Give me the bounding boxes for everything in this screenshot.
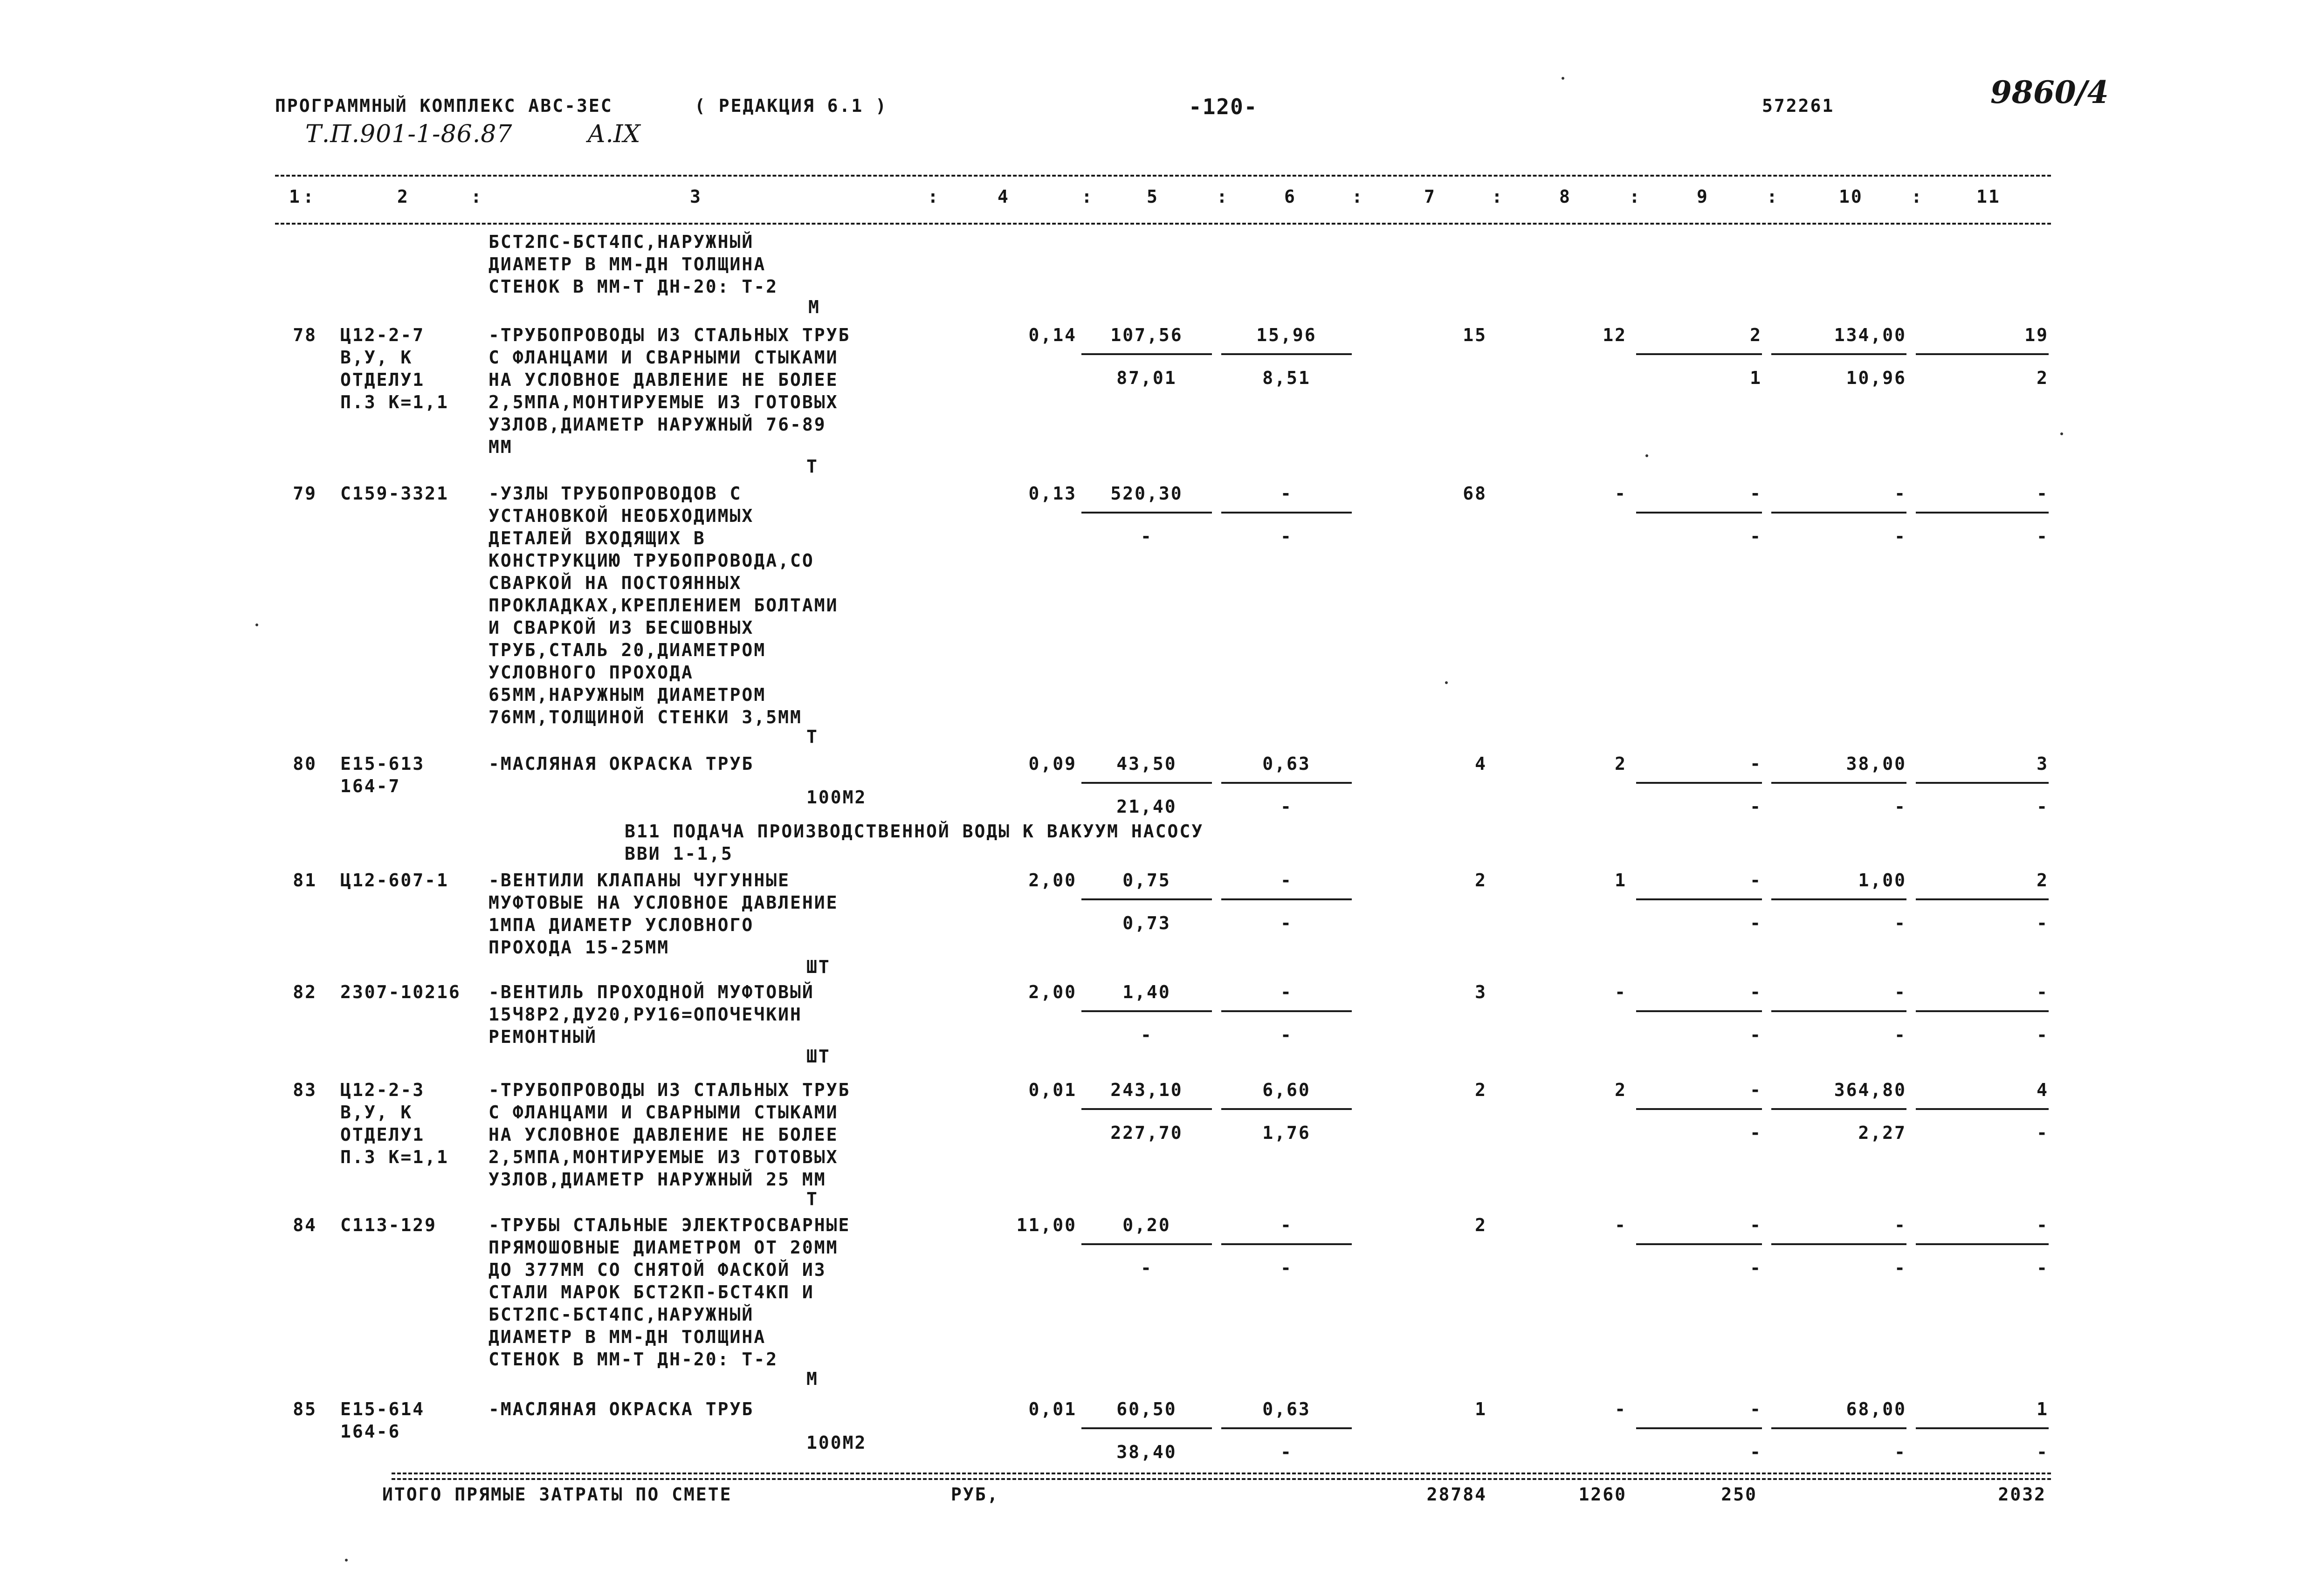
row-description-line: 2,5МПА,МОНТИРУЕМЫЕ ИЗ ГОТОВЫХ xyxy=(489,392,839,412)
row-description-line: УЗЛОВ,ДИАМЕТР НАРУЖНЫЙ 76-89 xyxy=(489,414,826,435)
cell-c6-wages: - xyxy=(1280,1025,1293,1045)
cell-c7: 4 xyxy=(1475,753,1487,774)
cell-c5-wages: 21,40 xyxy=(1116,796,1177,817)
row-description-line: УСЛОВНОГО ПРОХОДА xyxy=(489,662,694,683)
cell-c11-rule xyxy=(1916,1010,2049,1012)
row-description-line: СТАЛИ МАРОК БСТ2КП-БСТ4КП И xyxy=(489,1282,814,1302)
cell-c5-total: 43,50 xyxy=(1116,753,1177,774)
cell-c6-total: - xyxy=(1280,982,1293,1002)
cell-c6-total: - xyxy=(1280,870,1293,890)
cell-c10-total: 364,80 xyxy=(1834,1080,1906,1100)
cell-c11-wages: - xyxy=(2037,1025,2049,1045)
cell-c9-rule xyxy=(1636,1010,1762,1012)
cell-c10-rule xyxy=(1771,512,1906,514)
row-description-line: -ВЕНТИЛЬ ПРОХОДНОЙ МУФТОВЫЙ xyxy=(489,982,814,1002)
row-description-line: 76ММ,ТОЛЩИНОЙ СТЕНКИ 3,5ММ xyxy=(489,707,802,727)
cell-c5-rule xyxy=(1081,1108,1212,1110)
document-code: 572261 xyxy=(1762,96,1835,116)
cell-c5-wages: 227,70 xyxy=(1110,1123,1183,1143)
cell-c6-total: 0,63 xyxy=(1262,1399,1311,1419)
cell-c7: 2 xyxy=(1475,1215,1487,1235)
cell-c6-wages: 8,51 xyxy=(1262,368,1311,388)
table-header-rule xyxy=(275,223,2051,225)
cell-c11-rule xyxy=(1916,512,2049,514)
row-number: 80 xyxy=(293,753,317,774)
row-code: С159-3321 xyxy=(340,483,449,504)
row-code: ОТДЕЛУ1 xyxy=(340,1124,425,1145)
row-description-line: С ФЛАНЦАМИ И СВАРНЫМИ СТЫКАМИ xyxy=(489,347,839,368)
row-description-line: 1МПА ДИАМЕТР УСЛОВНОГО xyxy=(489,915,754,935)
cell-c10-wages: - xyxy=(1894,913,1906,933)
row-description-line: С ФЛАНЦАМИ И СВАРНЫМИ СТЫКАМИ xyxy=(489,1102,839,1123)
row-code: Ц12-2-7 xyxy=(340,325,425,345)
col-4-header: 4 xyxy=(998,186,1010,207)
row-quantity: 0,14 xyxy=(1028,325,1077,345)
cell-c9-rule xyxy=(1636,1243,1762,1245)
row-description-line: ДИАМЕТР В ММ-ДН ТОЛЩИНА xyxy=(489,1327,766,1347)
cell-c5-wages: - xyxy=(1141,526,1153,547)
cell-c11-total: 19 xyxy=(2024,325,2049,345)
cell-c6-rule xyxy=(1221,512,1352,514)
row-unit: ШТ xyxy=(806,1046,831,1067)
cell-c10-total: - xyxy=(1894,982,1906,1002)
edition-label: ( РЕДАКЦИЯ 6.1 ) xyxy=(695,96,888,116)
cell-c6-wages: - xyxy=(1280,526,1293,547)
cell-c5-rule xyxy=(1081,353,1212,355)
row-code: П.3 К=1,1 xyxy=(340,1147,449,1167)
row-quantity: 0,01 xyxy=(1028,1080,1077,1100)
row-description-line: РЕМОНТНЫЙ xyxy=(489,1027,597,1047)
cell-c9-total: - xyxy=(1750,870,1762,890)
col-8-header: 8 xyxy=(1559,186,1571,207)
cell-c9-wages: - xyxy=(1750,1258,1762,1278)
cell-c5-wages: 0,73 xyxy=(1122,913,1171,933)
cell-c8: - xyxy=(1615,1215,1627,1235)
cell-c11-rule xyxy=(1916,1243,2049,1245)
cell-c6-rule xyxy=(1221,898,1352,900)
total-rule xyxy=(392,1473,2051,1474)
cell-c10-wages: 2,27 xyxy=(1858,1123,1906,1143)
row-description-line: ММ xyxy=(489,437,513,457)
cell-c11-total: 4 xyxy=(2037,1080,2049,1100)
row-description-line: -ВЕНТИЛИ КЛАПАНЫ ЧУГУННЫЕ xyxy=(489,870,790,890)
total-col-9: 250 xyxy=(1721,1484,1757,1505)
cell-c7: 2 xyxy=(1475,1080,1487,1100)
cell-c10-total: 38,00 xyxy=(1846,753,1906,774)
cell-c5-rule xyxy=(1081,1010,1212,1012)
continuation-unit: М xyxy=(808,297,820,317)
cell-c11-wages: - xyxy=(2037,1123,2049,1143)
row-number: 79 xyxy=(293,483,317,504)
cell-c5-total: 0,75 xyxy=(1122,870,1171,890)
section-subtitle: ВВИ 1-1,5 xyxy=(625,843,733,864)
cell-c9-rule xyxy=(1636,782,1762,784)
cell-c10-total: 68,00 xyxy=(1846,1399,1906,1419)
cell-c6-rule xyxy=(1221,1108,1352,1110)
cell-c10-wages: - xyxy=(1894,1258,1906,1278)
cell-c10-wages: - xyxy=(1894,526,1906,547)
continuation-line: ДИАМЕТР В ММ-ДН ТОЛЩИНА xyxy=(489,254,766,274)
cell-c11-wages: - xyxy=(2037,913,2049,933)
cell-c6-wages: - xyxy=(1280,1442,1293,1462)
cell-c6-total: 6,60 xyxy=(1262,1080,1311,1100)
row-unit: Т xyxy=(806,456,819,477)
cell-c10-rule xyxy=(1771,1243,1906,1245)
row-description-line: ДЕТАЛЕЙ ВХОДЯЩИХ В xyxy=(489,528,706,548)
row-code: Е15-614 xyxy=(340,1399,425,1419)
page-number: -120- xyxy=(1189,94,1258,119)
cell-c6-rule xyxy=(1221,353,1352,355)
cell-c6-wages: - xyxy=(1280,1258,1293,1278)
cell-c5-wages: - xyxy=(1141,1258,1153,1278)
cell-c11-rule xyxy=(1916,782,2049,784)
row-quantity: 0,09 xyxy=(1028,753,1077,774)
total-col-8: 1260 xyxy=(1578,1484,1627,1505)
cell-c9-rule xyxy=(1636,512,1762,514)
cell-c6-rule xyxy=(1221,1427,1352,1429)
album-number: А.IX xyxy=(587,120,640,148)
project-number: Т.П.901-1-86.87 xyxy=(305,120,513,148)
cell-c6-rule xyxy=(1221,782,1352,784)
row-description-line: -ТРУБОПРОВОДЫ ИЗ СТАЛЬНЫХ ТРУБ xyxy=(489,1080,851,1100)
row-code: П.3 К=1,1 xyxy=(340,392,449,412)
row-code: Ц12-607-1 xyxy=(340,870,449,890)
col-1-header: 1 xyxy=(289,186,301,207)
total-col-7: 28784 xyxy=(1426,1484,1487,1505)
cell-c9-rule xyxy=(1636,353,1762,355)
row-description-line: И СВАРКОЙ ИЗ БЕСШОВНЫХ xyxy=(489,617,754,638)
cell-c7: 2 xyxy=(1475,870,1487,890)
row-description-line: 65ММ,НАРУЖНЫМ ДИАМЕТРОМ xyxy=(489,685,766,705)
row-description-line: 2,5МПА,МОНТИРУЕМЫЕ ИЗ ГОТОВЫХ xyxy=(489,1147,839,1167)
cell-c11-total: 3 xyxy=(2037,753,2049,774)
program-title: ПРОГРАММНЫЙ КОМПЛЕКС АВС-3ЕС xyxy=(275,96,613,116)
row-unit: М xyxy=(806,1369,819,1389)
cell-c11-wages: - xyxy=(2037,526,2049,547)
row-code: В,У, К xyxy=(340,347,413,368)
cell-c11-rule xyxy=(1916,1108,2049,1110)
cell-c9-wages: - xyxy=(1750,796,1762,817)
cell-c10-rule xyxy=(1771,898,1906,900)
row-description-line: ПРОКЛАДКАХ,КРЕПЛЕНИЕМ БОЛТАМИ xyxy=(489,595,839,616)
cell-c9-rule xyxy=(1636,1427,1762,1429)
cell-c9-wages: 1 xyxy=(1750,368,1762,388)
col-9-header: 9 xyxy=(1697,186,1709,207)
cell-c5-total: 60,50 xyxy=(1116,1399,1177,1419)
cell-c5-wages: 38,40 xyxy=(1116,1442,1177,1462)
row-description-line: УСТАНОВКОЙ НЕОБХОДИМЫХ xyxy=(489,506,754,526)
cell-c11-total: 1 xyxy=(2037,1399,2049,1419)
row-description-line: НА УСЛОВНОЕ ДАВЛЕНИЕ НЕ БОЛЕЕ xyxy=(489,1124,839,1145)
cell-c9-wages: - xyxy=(1750,1442,1762,1462)
cell-c7: 1 xyxy=(1475,1399,1487,1419)
cell-c5-wages: 87,01 xyxy=(1116,368,1177,388)
cell-c7: 3 xyxy=(1475,982,1487,1002)
cell-c6-rule xyxy=(1221,1010,1352,1012)
cell-c10-total: 134,00 xyxy=(1834,325,1906,345)
row-description-line: УЗЛОВ,ДИАМЕТР НАРУЖНЫЙ 25 ММ xyxy=(489,1169,826,1190)
cell-c11-wages: - xyxy=(2037,1258,2049,1278)
cell-c10-wages: - xyxy=(1894,1025,1906,1045)
cell-c10-rule xyxy=(1771,782,1906,784)
row-description-line: -ТРУБОПРОВОДЫ ИЗ СТАЛЬНЫХ ТРУБ xyxy=(489,325,851,345)
cell-c10-total: 1,00 xyxy=(1858,870,1906,890)
total-unit: РУБ, xyxy=(951,1484,999,1505)
cell-c9-total: - xyxy=(1750,1080,1762,1100)
cell-c6-total: - xyxy=(1280,1215,1293,1235)
cell-c10-rule xyxy=(1771,1427,1906,1429)
cell-c10-total: - xyxy=(1894,483,1906,504)
cell-c8: 2 xyxy=(1615,753,1627,774)
cell-c11-total: - xyxy=(2037,483,2049,504)
cell-c11-total: - xyxy=(2037,1215,2049,1235)
cell-c9-total: - xyxy=(1750,1399,1762,1419)
row-unit: ШТ xyxy=(806,957,831,977)
section-title: В11 ПОДАЧА ПРОИЗВОДСТВЕННОЙ ВОДЫ К ВАКУУМ НАСОСУ xyxy=(625,821,1204,842)
row-number: 85 xyxy=(293,1399,317,1419)
row-description-line: КОНСТРУКЦИЮ ТРУБОПРОВОДА,СО xyxy=(489,550,814,571)
cell-c11-wages: 2 xyxy=(2037,368,2049,388)
cell-c9-total: - xyxy=(1750,483,1762,504)
total-label: ИТОГО ПРЯМЫЕ ЗАТРАТЫ ПО СМЕТЕ xyxy=(382,1484,732,1505)
cell-c10-wages: 10,96 xyxy=(1846,368,1906,388)
cell-c9-wages: - xyxy=(1750,526,1762,547)
cell-c5-total: 1,40 xyxy=(1122,982,1171,1002)
cell-c6-total: - xyxy=(1280,483,1293,504)
cell-c5-rule xyxy=(1081,512,1212,514)
col-7-header: 7 xyxy=(1424,186,1436,207)
cell-c9-wages: - xyxy=(1750,1123,1762,1143)
cell-c9-total: - xyxy=(1750,753,1762,774)
cell-c10-total: - xyxy=(1894,1215,1906,1235)
row-description-line: МУФТОВЫЕ НА УСЛОВНОЕ ДАВЛЕНИЕ xyxy=(489,892,839,913)
total-col-11: 2032 xyxy=(1998,1484,2046,1505)
row-description-line: -УЗЛЫ ТРУБОПРОВОДОВ С xyxy=(489,483,742,504)
row-code: ОТДЕЛУ1 xyxy=(340,370,425,390)
row-unit: 100М2 xyxy=(806,1432,867,1453)
cell-c8: 1 xyxy=(1615,870,1627,890)
cell-c6-total: 0,63 xyxy=(1262,753,1311,774)
cell-c10-rule xyxy=(1771,353,1906,355)
cell-c7: 68 xyxy=(1463,483,1487,504)
cell-c5-total: 243,10 xyxy=(1110,1080,1183,1100)
cell-c6-total: 15,96 xyxy=(1256,325,1317,345)
row-number: 78 xyxy=(293,325,317,345)
cell-c11-total: - xyxy=(2037,982,2049,1002)
cell-c10-wages: - xyxy=(1894,796,1906,817)
handwritten-mark: 9860/4 xyxy=(1990,74,2109,110)
row-number: 82 xyxy=(293,982,317,1002)
cell-c11-rule xyxy=(1916,1427,2049,1429)
row-code: Е15-613 xyxy=(340,753,425,774)
row-unit: Т xyxy=(806,1189,819,1209)
col-11-header: 11 xyxy=(1976,186,2001,207)
row-quantity: 0,01 xyxy=(1028,1399,1077,1419)
cell-c11-wages: - xyxy=(2037,796,2049,817)
col-6-header: 6 xyxy=(1284,186,1296,207)
cell-c6-wages: 1,76 xyxy=(1262,1123,1311,1143)
cell-c6-wages: - xyxy=(1280,913,1293,933)
cell-c9-wages: - xyxy=(1750,1025,1762,1045)
row-description-line: БСТ2ПС-БСТ4ПС,НАРУЖНЫЙ xyxy=(489,1304,754,1325)
cell-c8: 12 xyxy=(1603,325,1627,345)
continuation-line: СТЕНОК В ММ-Т ДН-20: Т-2 xyxy=(489,276,778,297)
cell-c5-total: 0,20 xyxy=(1122,1215,1171,1235)
cell-c5-rule xyxy=(1081,782,1212,784)
continuation-line: БСТ2ПС-БСТ4ПС,НАРУЖНЫЙ xyxy=(489,232,754,252)
row-description-line: ПРЯМОШОВНЫЕ ДИАМЕТРОМ ОТ 20ММ xyxy=(489,1237,839,1258)
cell-c9-rule xyxy=(1636,1108,1762,1110)
row-quantity: 2,00 xyxy=(1028,870,1077,890)
row-description-line: -ТРУБЫ СТАЛЬНЫЕ ЭЛЕКТРОСВАРНЫЕ xyxy=(489,1215,851,1235)
row-description-line: -МАСЛЯНАЯ ОКРАСКА ТРУБ xyxy=(489,753,754,774)
cell-c5-total: 520,30 xyxy=(1110,483,1183,504)
row-description-line: ПРОХОДА 15-25ММ xyxy=(489,937,670,958)
cell-c5-total: 107,56 xyxy=(1110,325,1183,345)
cell-c9-total: - xyxy=(1750,982,1762,1002)
cell-c8: 2 xyxy=(1615,1080,1627,1100)
table-top-rule xyxy=(275,175,2051,177)
row-quantity: 0,13 xyxy=(1028,483,1077,504)
row-description-line: СВАРКОЙ НА ПОСТОЯННЫХ xyxy=(489,573,742,593)
cell-c9-total: - xyxy=(1750,1215,1762,1235)
cell-c10-rule xyxy=(1771,1108,1906,1110)
cell-c8: - xyxy=(1615,483,1627,504)
cell-c9-rule xyxy=(1636,898,1762,900)
row-quantity: 11,00 xyxy=(1016,1215,1077,1235)
row-code: 164-6 xyxy=(340,1421,401,1442)
row-code: 164-7 xyxy=(340,776,401,796)
cell-c8: - xyxy=(1615,982,1627,1002)
col-2-header: 2 xyxy=(397,186,409,207)
row-code: С113-129 xyxy=(340,1215,437,1235)
row-description-line: ТРУБ,СТАЛЬ 20,ДИАМЕТРОМ xyxy=(489,640,766,660)
row-description-line: НА УСЛОВНОЕ ДАВЛЕНИЕ НЕ БОЛЕЕ xyxy=(489,370,839,390)
cell-c9-total: 2 xyxy=(1750,325,1762,345)
row-code: 2307-10216 xyxy=(340,982,461,1002)
cell-c5-rule xyxy=(1081,898,1212,900)
row-description-line: ДО 377ММ СО СНЯТОЙ ФАСКОЙ ИЗ xyxy=(489,1260,826,1280)
cell-c11-total: 2 xyxy=(2037,870,2049,890)
row-code: В,У, К xyxy=(340,1102,413,1123)
row-unit: Т xyxy=(806,726,819,747)
cell-c7: 15 xyxy=(1463,325,1487,345)
row-description-line: СТЕНОК В ММ-Т ДН-20: Т-2 xyxy=(489,1349,778,1370)
cell-c9-wages: - xyxy=(1750,913,1762,933)
cell-c8: - xyxy=(1615,1399,1627,1419)
row-code: Ц12-2-3 xyxy=(340,1080,425,1100)
row-number: 81 xyxy=(293,870,317,890)
row-number: 84 xyxy=(293,1215,317,1235)
cell-c10-rule xyxy=(1771,1010,1906,1012)
cell-c11-rule xyxy=(1916,898,2049,900)
cell-c11-wages: - xyxy=(2037,1442,2049,1462)
cell-c6-rule xyxy=(1221,1243,1352,1245)
cell-c5-rule xyxy=(1081,1243,1212,1245)
estimate-page: ПРОГРАММНЫЙ КОМПЛЕКС АВС-3ЕС ( РЕДАКЦИЯ 6.1 ) -120- 572261 9860/4 Т.П.901-1-86.87 А.IX 1 2 3 4 5 6 7 8 9 10 11 : : : : : : : : : : БСТ2ПС-БСТ4ПС,НАРУЖНЫЙ ДИАМЕТР В ММ-ДН ТОЛЩИНА СТЕНОК В ММ-Т ДН-20: Т-2 М 78 Ц12-2-7 В,У, К ОТДЕЛУ1 П.3 К=1,1 -ТРУБОПРОВОДЫ ИЗ СТАЛЬНЫХ ТРУБ С ФЛАНЦАМИ И СВАРНЫМИ СТЫКАМИ НА УСЛОВНОЕ ДАВЛЕНИЕ НЕ БОЛЕЕ 2,5МПА,МОНТИРУЕМЫЕ ИЗ ГОТОВЫХ УЗЛОВ,ДИАМЕТР НАРУЖНЫЙ 76-89 ММ Т 0,14 107,56 87,01 15,96 8,51 2 1 134,00 10,96 19 2 15 12 79 С159-3321 -УЗЛЫ ТРУБОПРОВОДОВ С УСТАНОВКОЙ НЕОБХОДИМЫХ ДЕТАЛЕЙ ВХОДЯЩИХ В КОНСТРУКЦИЮ ТРУБОПРОВОДА,СО СВАРКОЙ НА ПОСТОЯННЫХ ПРОКЛАДКАХ,КРЕПЛЕНИЕМ БОЛТАМИ И СВАРКОЙ ИЗ БЕСШОВНЫХ ТРУБ,СТАЛЬ 20,ДИАМЕТРОМ УСЛОВНОГО ПРОХОДА 65ММ,НАРУЖНЫМ ДИАМЕТРОМ 76ММ,ТОЛЩИНОЙ СТЕНКИ 3,5ММ Т 0,13 520,30 - - - - - - - - - 68 - 80 Е15-613 164-7 -МАСЛЯНАЯ ОКРАСКА ТРУБ 100М2 0,09 43,50 21,40 0,63 - - - 38,00 - 3 - 4 2 81 Ц12-607-1 -ВЕНТИЛИ КЛАПАНЫ ЧУГУННЫЕ МУФТОВЫЕ НА УСЛОВНОЕ ДАВЛЕНИЕ 1МПА ДИАМЕТР УСЛОВНОГО ПРОХОДА 15-25ММ ШТ 2,00 0,75 0,73 - - - - 1,00 - 2 - 2 1 82 2307-10216 -ВЕНТИЛЬ ПРОХОДНОЙ МУФТОВЫЙ 15Ч8Р2,ДУ20,РУ16=ОПОЧЕЧКИН РЕМОНТНЫЙ ШТ 2,00 1,40 - - - - - - - - - 3 - 83 Ц12-2-3 В,У, К ОТДЕЛУ1 П.3 К=1,1 -ТРУБОПРОВОДЫ ИЗ СТАЛЬНЫХ ТРУБ С ФЛАНЦАМИ И СВАРНЫМИ СТЫКАМИ НА УСЛОВНОЕ ДАВЛЕНИЕ НЕ БОЛЕЕ 2,5МПА,МОНТИРУЕМЫЕ ИЗ ГОТОВЫХ УЗЛОВ,ДИАМЕТР НАРУЖНЫЙ 25 ММ Т 0,01 243,10 227,70 6,60 1,76 - - 364,80 2,27 4 - 2 2 84 С113-129 -ТРУБЫ СТАЛЬНЫЕ ЭЛЕКТРОСВАРНЫЕ ПРЯМОШОВНЫЕ ДИАМЕТРОМ ОТ 20ММ ДО 377ММ СО СНЯТОЙ ФАСКОЙ ИЗ СТАЛИ МАРОК БСТ2КП-БСТ4КП И БСТ2ПС-БСТ4ПС,НАРУЖНЫЙ ДИАМЕТР В ММ-ДН ТОЛЩИНА СТЕНОК В ММ-Т ДН-20: Т-2 М 11,00 0,20 - - - - - - - - - 2 - 85 Е15-614 164-6 -МАСЛЯНАЯ ОКРАСКА ТРУБ 100М2 0,01 60,50 38,40 0,63 - - - 68,00 - 1 - 1 - В11 ПОДАЧА ПРОИЗВОДСТВЕННОЙ ВОДЫ К ВАКУУМ НАСОСУ ВВИ 1-1,5 ИТОГО ПРЯМЫЕ ЗАТРАТЫ ПО СМЕТЕ РУБ, 28784 1260 250 2032 xyxy=(0,0,2312,1596)
row-quantity: 2,00 xyxy=(1028,982,1077,1002)
row-unit: 100М2 xyxy=(806,787,867,808)
col-10-header: 10 xyxy=(1839,186,1863,207)
cell-c6-wages: - xyxy=(1280,796,1293,817)
row-description-line: 15Ч8Р2,ДУ20,РУ16=ОПОЧЕЧКИН xyxy=(489,1004,802,1025)
row-number: 83 xyxy=(293,1080,317,1100)
cell-c11-rule xyxy=(1916,353,2049,355)
cell-c10-wages: - xyxy=(1894,1442,1906,1462)
row-description-line: -МАСЛЯНАЯ ОКРАСКА ТРУБ xyxy=(489,1399,754,1419)
cell-c5-wages: - xyxy=(1141,1025,1153,1045)
col-3-header: 3 xyxy=(690,186,702,207)
col-5-header: 5 xyxy=(1147,186,1159,207)
cell-c5-rule xyxy=(1081,1427,1212,1429)
